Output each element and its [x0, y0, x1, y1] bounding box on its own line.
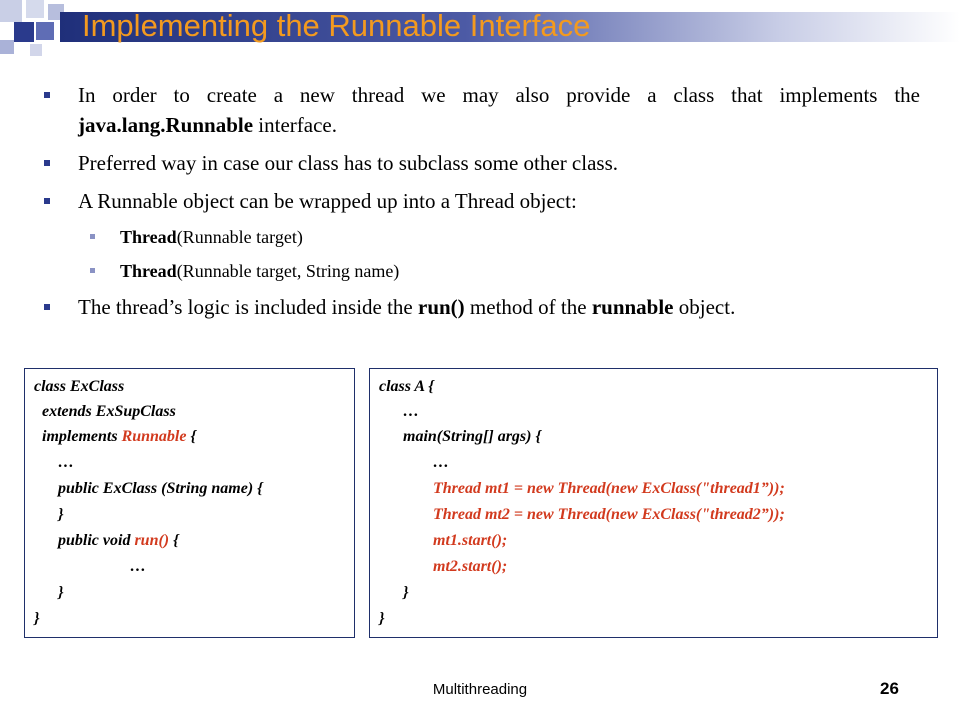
bullet-item: In order to create a new thread we may also provide a class that implements the java.lang.Runnable interface. — [40, 80, 920, 140]
code-line: } — [403, 584, 409, 601]
code-line: } — [58, 506, 64, 523]
code-line: mt1.start(); — [433, 532, 508, 549]
code-line: } — [379, 610, 385, 627]
bullet-marker — [44, 160, 50, 166]
decor-square — [0, 40, 14, 54]
code-line: public void run() { — [58, 532, 179, 549]
code-line: Thread mt1 = new Thread(new ExClass("thread1”)); — [433, 480, 785, 497]
page-number: 26 — [880, 679, 899, 698]
code-line: Thread mt2 = new Thread(new ExClass("thread2”)); — [433, 506, 785, 523]
slide-title: Implementing the Runnable Interface — [82, 8, 591, 43]
decor-square — [0, 0, 22, 22]
code-line: … — [58, 454, 74, 471]
code-line: implements Runnable { — [42, 428, 197, 445]
decor-square — [26, 0, 44, 18]
bullet-marker — [44, 92, 50, 98]
bullet-item: The thread’s logic is included inside the run() method of the runnable object. — [40, 292, 920, 322]
code-line: … — [130, 558, 146, 575]
decor-square — [36, 22, 54, 40]
code-line: … — [433, 454, 449, 471]
code-line: class ExClass — [34, 378, 125, 395]
code-line: public ExClass (String name) { — [58, 480, 263, 497]
slide-footer: Multithreading — [432, 681, 528, 698]
bullet-marker — [44, 198, 50, 204]
code-line: } — [34, 610, 40, 627]
bullet-item: A Runnable object can be wrapped up into a Thread object: — [40, 186, 920, 216]
bullet-item: Preferred way in case our class has to subclass some other class. — [40, 148, 920, 178]
code-line: } — [58, 584, 64, 601]
code-line: main(String[] args) { — [403, 428, 542, 445]
code-line: extends ExSupClass — [42, 403, 176, 420]
code-line: mt2.start(); — [433, 558, 508, 575]
code-line: … — [403, 403, 419, 420]
sub-bullet-item: Thread(Runnable target, String name) — [40, 258, 920, 284]
sub-bullet-item: Thread(Runnable target) — [40, 224, 920, 250]
code-line: class A { — [379, 378, 434, 395]
bullet-list — [40, 80, 920, 330]
code-box-class-a — [369, 368, 938, 638]
decor-square — [14, 22, 34, 42]
bullet-marker — [44, 304, 50, 310]
code-box-exclass — [24, 368, 355, 638]
decor-square — [30, 44, 42, 56]
bullet-marker — [90, 234, 95, 239]
bullet-marker — [90, 268, 95, 273]
